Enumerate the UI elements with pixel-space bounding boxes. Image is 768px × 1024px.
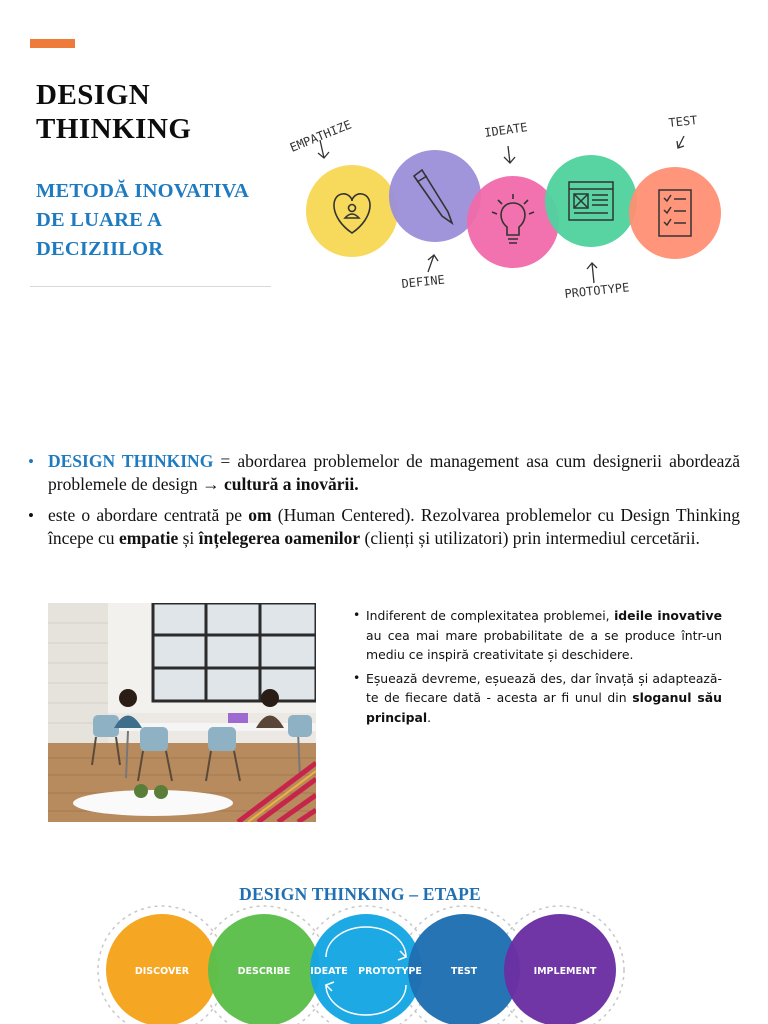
stages-diagram <box>88 905 648 1024</box>
title-line: DESIGN <box>36 79 151 111</box>
design-thinking-diagram <box>282 100 752 315</box>
define-circle <box>389 150 481 242</box>
bullet-dot: • <box>28 452 34 471</box>
note-bold: ideile inovative <box>614 608 722 623</box>
list-item <box>353 669 722 728</box>
bullet-dot: • <box>353 607 361 622</box>
note-text: . <box>427 709 432 725</box>
bullet-bold: cultură a inovării. <box>219 474 359 494</box>
bullet-text: (clienți și utilizatori) prin intermediul cercetării. <box>360 528 700 548</box>
test-label: TEST <box>667 113 699 130</box>
divider <box>30 286 271 287</box>
note-text: Eșuează devreme, eșuează des, dar învață și adaptează-te de fiecare dată - acesta ar fi unul din <box>366 670 722 705</box>
test-circle <box>629 167 721 259</box>
accent-bar <box>30 39 75 48</box>
stage-describe-label: DESCRIBE <box>237 966 291 977</box>
stage-ideate-label: IDEATE <box>310 966 348 977</box>
list-item <box>28 450 740 496</box>
stage-test-label: TEST <box>450 966 478 977</box>
title-line: THINKING <box>36 113 192 145</box>
note-text: Indiferent de complexitatea problemei, <box>366 608 615 623</box>
subtitle-line: METODĂ INOVATIVA <box>36 180 249 202</box>
bullet-text: = abordarea problemelor de management asa cum designerii abordează problemele de design <box>48 451 740 494</box>
stage-implement-label: IMPLEMENT <box>533 966 597 977</box>
empathize-label: EMPATHIZE <box>287 117 354 155</box>
note-text: au cea mai mare probabilitate de a se produce într-un mediu ce inspiră creativitate și deschidere. <box>366 627 722 662</box>
bullet-text: (Human Centered). Rezolvarea problemelor cu Design Thinking începe cu <box>48 505 740 548</box>
arrow-symbol: → <box>202 474 220 494</box>
term-highlight: DESIGN THINKING <box>48 451 214 471</box>
bullet-text: este o abordare centrată pe <box>48 505 249 525</box>
ideate-arrow <box>504 146 515 163</box>
bullet-text: și <box>178 528 199 548</box>
stages-title: DESIGN THINKING – ETAPE <box>239 884 481 904</box>
subtitle-block <box>36 177 272 267</box>
page-title <box>36 78 191 146</box>
ideate-circle <box>467 176 559 268</box>
bullet-bold: om <box>248 505 272 525</box>
prototype-circle <box>545 155 637 247</box>
prototype-arrow <box>587 263 597 283</box>
subtitle-line: DE LUARE A <box>36 209 163 231</box>
bullet-dot: • <box>353 669 361 685</box>
side-notes <box>353 606 722 731</box>
define-arrow <box>428 255 438 272</box>
bullet-dot: • <box>28 506 34 525</box>
test-arrow <box>677 136 684 148</box>
note-bold: sloganul său principal <box>366 690 722 725</box>
office-photo <box>48 603 316 822</box>
bullet-bold: înțelegerea oamenilor <box>198 528 361 548</box>
list-item <box>28 504 740 550</box>
stage-prototype-label: PROTOTYPE <box>358 966 422 977</box>
ideate-label: IDEATE <box>483 120 529 140</box>
subtitle-line: DECIZIILOR <box>36 238 164 260</box>
define-label: DEFINE <box>400 272 446 291</box>
bullet-bold: empatie <box>118 528 179 548</box>
prototype-label: PROTOTYPE <box>563 280 630 301</box>
stage-discover-label: DISCOVER <box>134 966 190 977</box>
list-item <box>353 606 722 665</box>
main-bullets <box>28 450 740 558</box>
